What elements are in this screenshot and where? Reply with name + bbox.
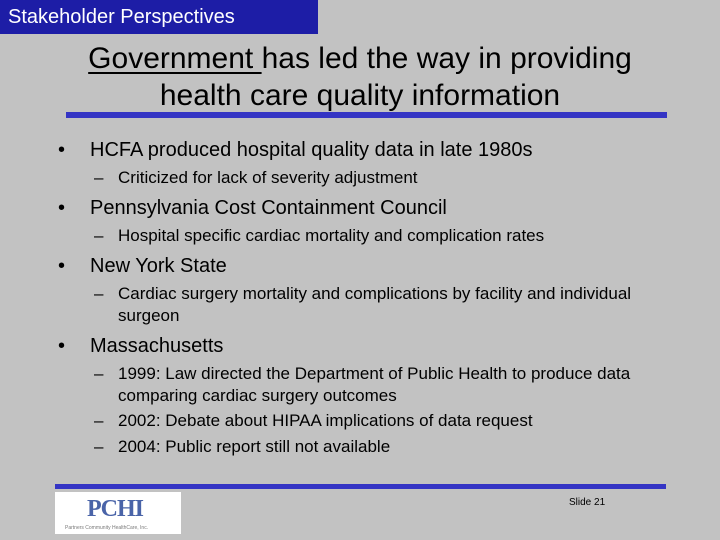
bullet-dot-icon: • [58,197,66,219]
sub-bullet-item [94,410,654,432]
bullet-text: Massachusetts [90,335,224,357]
bullet-text: HCFA produced hospital quality data in late 1980s [90,139,533,161]
footer-divider [55,484,666,489]
dash-icon: – [94,226,104,245]
sub-bullet-item [94,283,654,327]
pchi-logo [55,492,181,534]
sub-bullet-text: 2002: Debate about HIPAA implications of data request [118,411,533,430]
sub-bullet-text: Criticized for lack of severity adjustment [118,168,418,187]
section-tag: Stakeholder Perspectives [0,0,318,34]
dash-icon: – [94,168,104,187]
sub-bullet-text: 1999: Law directed the Department of Public Health to produce data comparing cardiac surgery outcomes [118,364,631,405]
bullet-text: New York State [90,255,227,277]
dash-icon: – [94,364,104,383]
sub-bullet-item [94,167,654,189]
bullet-dot-icon: • [58,255,66,277]
sub-bullet-item [94,225,654,247]
sub-bullet-text: 2004: Public report still not available [118,437,391,456]
slide-title [30,40,690,114]
dash-icon: – [94,437,104,456]
dash-icon: – [94,411,104,430]
bullet-item [58,138,533,162]
bullet-item [58,196,447,220]
sub-bullet-text: Cardiac surgery mortality and complications by facility and individual surgeon [118,284,632,325]
title-underlined-word: Government [88,42,262,75]
bullet-dot-icon: • [58,335,66,357]
bullet-item [58,334,223,358]
logo-caption: Partners Community HealthCare, Inc. [65,525,149,531]
dash-icon: – [94,284,104,303]
title-divider [66,112,667,118]
title-line1-rest: has led the way in providing [261,42,632,75]
slide-number: Slide 21 [569,497,606,508]
title-line2: health care quality information [159,79,561,112]
sub-bullet-text: Hospital specific cardiac mortality and complication rates [118,226,545,245]
bullet-item [58,254,227,278]
sub-bullet-item [94,363,654,407]
bullet-text: Pennsylvania Cost Containment Council [90,197,447,219]
sub-bullet-item [94,436,654,458]
logo-mark: PCHI [87,496,143,522]
bullet-dot-icon: • [58,139,66,161]
